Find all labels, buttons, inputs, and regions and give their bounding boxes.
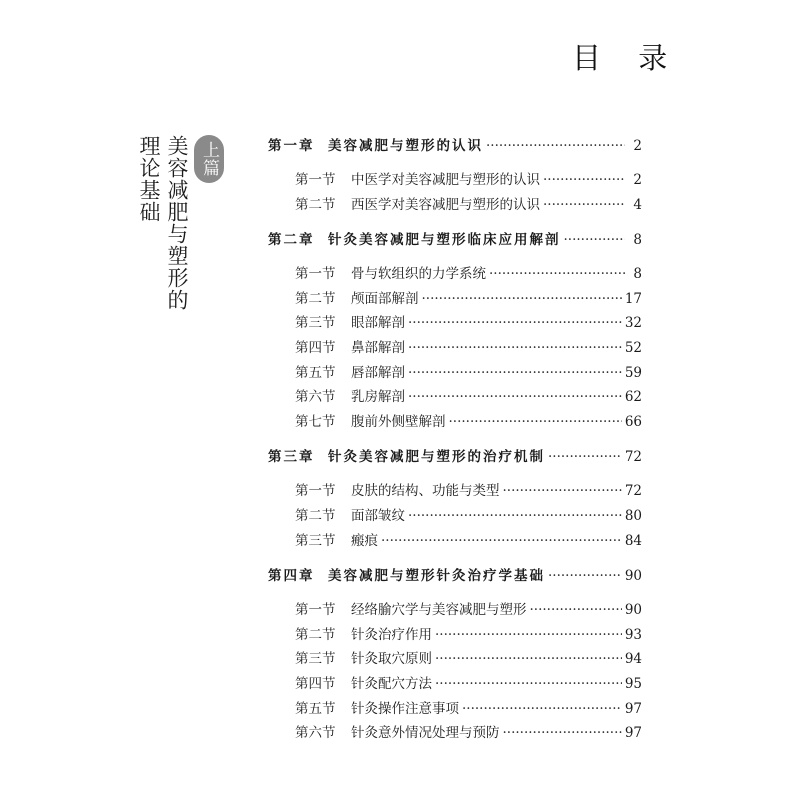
section-number: 第三节 <box>295 651 336 668</box>
dot-leader <box>408 361 622 386</box>
section-number: 第一节 <box>295 483 336 500</box>
toc-section[interactable] <box>268 410 642 435</box>
page-number: 8 <box>633 266 642 283</box>
toc-section[interactable] <box>268 193 642 218</box>
page-title: 目 录 <box>572 41 682 75</box>
page-number: 2 <box>633 138 642 154</box>
section-number: 第二节 <box>295 507 336 524</box>
section-title: 唇部解剖 <box>351 364 405 381</box>
toc-section[interactable] <box>268 385 642 410</box>
dot-leader <box>503 721 622 746</box>
dot-leader <box>503 479 622 504</box>
page-number: 84 <box>624 532 642 549</box>
toc-section[interactable] <box>268 262 642 287</box>
toc-section[interactable] <box>268 336 642 361</box>
section-number: 第一节 <box>295 602 336 619</box>
page-number: 8 <box>633 232 642 249</box>
section-number: 第一节 <box>295 266 336 283</box>
dot-leader <box>530 598 622 623</box>
section-number: 第五节 <box>295 364 336 381</box>
toc-section[interactable] <box>268 721 642 746</box>
table-of-contents <box>268 134 642 746</box>
toc-section[interactable] <box>268 168 642 193</box>
toc-section[interactable] <box>268 311 642 336</box>
section-title: 针灸治疗作用 <box>351 626 432 643</box>
dot-leader <box>435 672 622 697</box>
dot-leader <box>462 697 622 722</box>
part-title-line-1: 美容减肥与塑形的 <box>165 135 189 311</box>
section-title: 皮肤的结构、功能与类型 <box>351 483 500 500</box>
chapter-title: 针灸美容减肥与塑形临床应用解剖 <box>328 232 561 249</box>
page-number: 80 <box>624 507 642 524</box>
section-title: 中医学对美容减肥与塑形的认识 <box>351 172 540 188</box>
section-number: 第二节 <box>295 626 336 643</box>
dot-leader <box>449 410 622 435</box>
section-title: 针灸意外情况处理与预防 <box>351 725 500 742</box>
dot-leader <box>564 228 626 252</box>
section-number: 第五节 <box>295 700 336 717</box>
toc-section[interactable] <box>268 697 642 722</box>
page-number: 72 <box>624 449 642 466</box>
page-number: 2 <box>633 172 642 188</box>
dot-leader <box>381 529 622 554</box>
dot-leader <box>548 445 622 469</box>
page-number: 97 <box>624 700 642 717</box>
section-title: 针灸取穴原则 <box>351 651 432 668</box>
toc-chapter-1[interactable] <box>268 134 642 158</box>
dot-leader <box>435 623 622 648</box>
toc-section[interactable] <box>268 287 642 312</box>
part-title-line-2: 理论基础 <box>137 135 161 223</box>
toc-section[interactable] <box>268 672 642 697</box>
toc-section[interactable] <box>268 623 642 648</box>
page-number: 95 <box>624 675 642 692</box>
dot-leader <box>408 336 622 361</box>
section-title: 乳房解剖 <box>351 389 405 406</box>
dot-leader <box>422 287 622 312</box>
dot-leader <box>489 262 625 287</box>
section-number: 第四节 <box>295 675 336 692</box>
page-number: 93 <box>624 626 642 643</box>
section-title: 面部皱纹 <box>351 507 405 524</box>
chapter-title: 美容减肥与塑形的认识 <box>328 138 483 154</box>
toc-section[interactable] <box>268 479 642 504</box>
section-title: 腹前外侧壁解剖 <box>351 413 446 430</box>
toc-chapter-4[interactable] <box>268 564 642 588</box>
section-title: 鼻部解剖 <box>351 339 405 356</box>
toc-section[interactable] <box>268 504 642 529</box>
section-number: 第二节 <box>295 196 336 213</box>
page-number: 90 <box>624 568 642 585</box>
dot-leader <box>543 168 625 193</box>
toc-section[interactable] <box>268 647 642 672</box>
part-banner <box>136 135 228 335</box>
section-title: 颅面部解剖 <box>351 290 419 307</box>
section-title: 针灸配穴方法 <box>351 675 432 692</box>
page-number: 62 <box>624 389 642 406</box>
section-number: 第三节 <box>295 532 336 549</box>
dot-leader <box>408 504 622 529</box>
chapter-number: 第二章 <box>268 232 315 249</box>
toc-section[interactable] <box>268 598 642 623</box>
page-number: 66 <box>624 413 642 430</box>
section-title: 针灸操作注意事项 <box>351 700 459 717</box>
section-title: 西医学对美容减肥与塑形的认识 <box>351 196 540 213</box>
dot-leader <box>435 647 622 672</box>
dot-leader <box>408 311 622 336</box>
page-number: 97 <box>624 725 642 742</box>
section-number: 第六节 <box>295 725 336 742</box>
section-number: 第四节 <box>295 339 336 356</box>
chapter-number: 第四章 <box>268 568 315 585</box>
section-number: 第三节 <box>295 315 336 332</box>
section-title: 经络腧穴学与美容减肥与塑形 <box>351 602 527 619</box>
page-number: 59 <box>624 364 642 381</box>
chapter-title: 针灸美容减肥与塑形的治疗机制 <box>328 449 545 466</box>
toc-section[interactable] <box>268 529 642 554</box>
section-number: 第二节 <box>295 290 336 307</box>
chapter-number: 第一章 <box>268 138 315 154</box>
page-number: 32 <box>624 315 642 332</box>
page-number: 90 <box>624 602 642 619</box>
dot-leader <box>486 134 625 158</box>
section-number: 第六节 <box>295 389 336 406</box>
section-title: 眼部解剖 <box>351 315 405 332</box>
toc-section[interactable] <box>268 361 642 386</box>
dot-leader <box>548 564 622 588</box>
part-label-badge: 上篇 <box>194 135 224 183</box>
page-number: 4 <box>633 196 642 213</box>
section-number: 第七节 <box>295 413 336 430</box>
toc-chapter-3[interactable] <box>268 445 642 469</box>
dot-leader <box>543 193 625 218</box>
section-title: 骨与软组织的力学系统 <box>351 266 486 283</box>
section-number: 第一节 <box>295 172 336 188</box>
page-number: 72 <box>624 483 642 500</box>
chapter-title: 美容减肥与塑形针灸治疗学基础 <box>328 568 545 585</box>
toc-chapter-2[interactable] <box>268 228 642 252</box>
page-number: 52 <box>624 339 642 356</box>
chapter-number: 第三章 <box>268 449 315 466</box>
section-title: 瘢痕 <box>351 532 378 549</box>
dot-leader <box>408 385 622 410</box>
page-number: 94 <box>624 651 642 668</box>
page-number: 17 <box>624 290 642 307</box>
